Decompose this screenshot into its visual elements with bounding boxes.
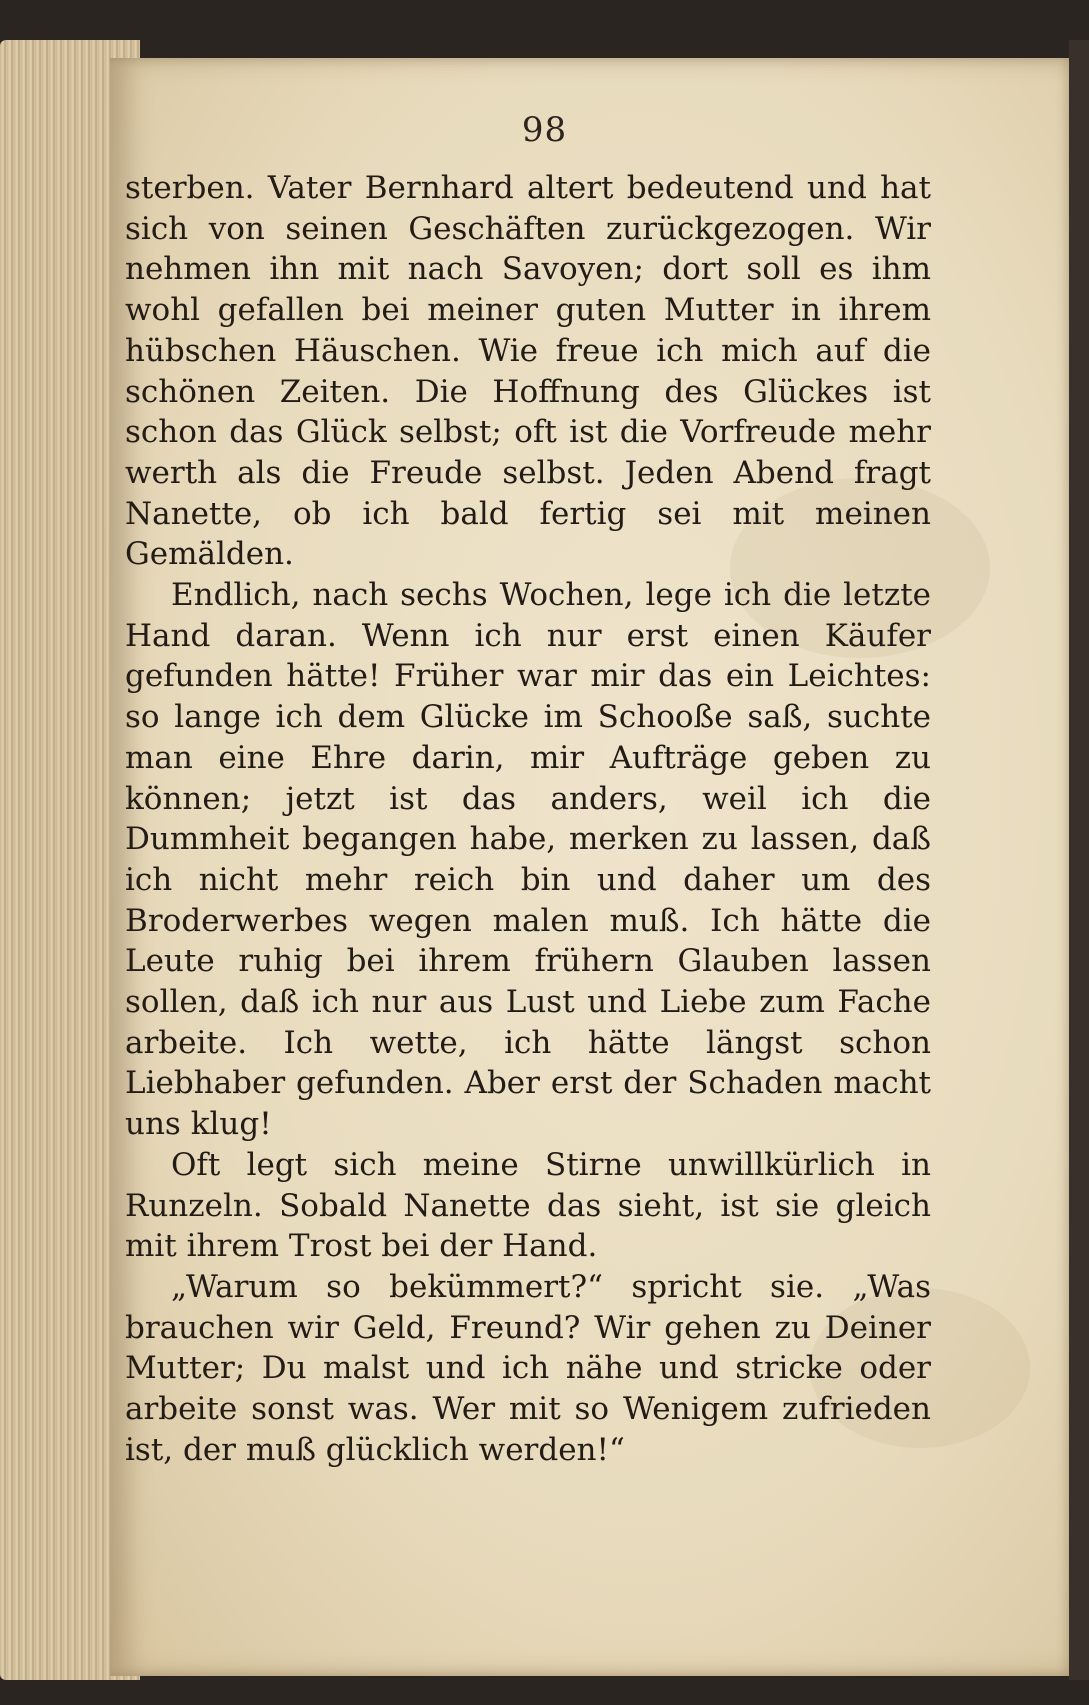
paragraph: Oft legt sich meine Stirne unwillkürlich in Runzeln. Sobald Nanette das sieht, ist sie gleich mit ihrem Trost bei der Hand. <box>125 1146 931 1265</box>
page-number: 98 <box>521 110 568 150</box>
paragraph: sterben. Vater Bernhard altert bedeutend und hat sich von seinen Geschäften zurückgezogen. Wir nehmen ihn mit nach Savoyen; dort soll es ihm wohl gefallen bei meiner guten Mutter in ihrem hübschen Häuschen. Wie freue ich mich auf die schönen Zeiten. Die Hoffnung des Glückes ist schon das Glück selbst; oft ist die Vorfreude mehr werth als die Freude selbst. Jeden Abend fragt Nanette, ob ich bald fertig sei mit meinen Gemälden. <box>125 170 931 573</box>
paragraph: „Warum so bekümmert?“ spricht sie. „Was brauchen wir Geld, Freund? Wir gehen zu Deiner Mutter; Du malst und ich nähe und stricke oder arbeite sonst was. Wer mit so Wenigem zufrieden ist, der muß glücklich werden!“ <box>125 1268 931 1468</box>
body-text <box>125 168 931 1471</box>
paragraph: Endlich, nach sechs Wochen, lege ich die letzte Hand daran. Wenn ich nur erst einen Käufer gefunden hätte! Früher war mir das ein Leichtes: so lange ich dem Glücke im Schooße saß, suchte man eine Ehre darin, mir Aufträge geben zu können; jetzt ist das anders, weil ich die Dummheit begangen habe, merken zu lassen, daß ich nicht mehr reich bin und daher um des Broderwerbes wegen malen muß. Ich hätte die Leute ruhig bei ihrem frühern Glauben lassen sollen, daß ich nur aus Lust und Liebe zum Fache arbeite. Ich wette, ich hätte längst schon Liebhaber gefunden. Aber erst der Schaden macht uns klug! <box>125 577 931 1143</box>
book-cover-edge <box>1069 40 1089 1680</box>
